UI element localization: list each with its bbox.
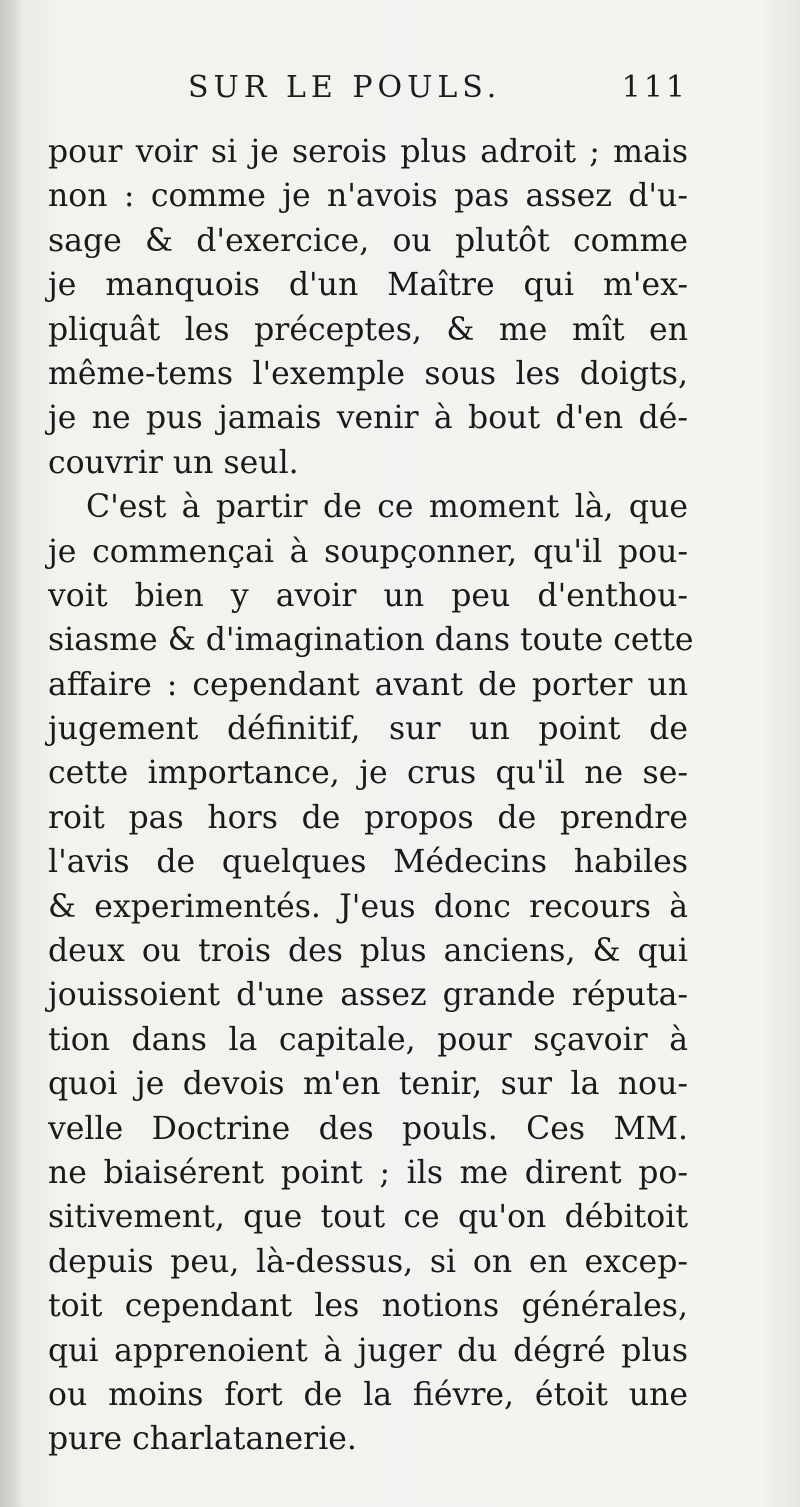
- text-line: affaire : cependant avant de porter un: [48, 666, 688, 703]
- text-line: ou moins fort de la fiévre, étoit une: [48, 1376, 688, 1413]
- page-number: 111: [621, 70, 688, 105]
- text-line: je commençai à soupçonner, qu'il pou-: [48, 533, 688, 570]
- text-line: couvrir un seul.: [48, 444, 299, 481]
- text-line: jouissoient d'une assez grande réputa-: [48, 977, 688, 1014]
- text-line: qui apprenoient à juger du dégré plus: [48, 1332, 688, 1369]
- text-line: cette importance, je crus qu'il ne se-: [48, 755, 688, 792]
- text-line: ne biaisérent point ; ils me dirent po-: [48, 1154, 688, 1191]
- text-line: pure charlatanerie.: [48, 1421, 357, 1458]
- body-text: [48, 130, 694, 1462]
- text-line: l'avis de quelques Médecins habiles: [48, 844, 688, 881]
- text-line: C'est à partir de ce moment là, que: [86, 489, 688, 526]
- running-head: SUR LE POULS.: [188, 70, 502, 105]
- text-line: jugement définitif, sur un point de: [48, 711, 688, 748]
- text-line: je manquois d'un Maître qui m'ex-: [48, 267, 688, 304]
- spine-shadow: [0, 0, 22, 1507]
- page-header: [48, 70, 688, 120]
- text-line: sage & d'exercice, ou plutôt comme: [48, 222, 688, 259]
- text-line: & experimentés. J'eus donc recours à: [48, 888, 688, 925]
- text-line: deux ou trois des plus anciens, & qui: [48, 933, 688, 970]
- text-line: voit bien y avoir un peu d'enthou-: [48, 577, 688, 614]
- text-line: siasme & d'imagination dans toute cette: [48, 622, 694, 659]
- text-line: je ne pus jamais venir à bout d'en dé-: [48, 400, 688, 437]
- text-line: sitivement, que tout ce qu'on débitoit: [48, 1199, 688, 1236]
- text-line: toit cependant les notions générales,: [48, 1288, 688, 1325]
- text-line: même-tems l'exemple sous les doigts,: [48, 355, 688, 392]
- text-line: non : comme je n'avois pas assez d'u-: [48, 178, 688, 215]
- text-line: tion dans la capitale, pour sçavoir à: [48, 1021, 688, 1058]
- text-line: pour voir si je serois plus adroit ; mais: [48, 134, 688, 170]
- text-line: depuis peu, là-dessus, si on en excep-: [48, 1243, 688, 1280]
- text-line: roit pas hors de propos de prendre: [48, 799, 688, 836]
- text-line: quoi je devois m'en tenir, sur la nou-: [48, 1066, 688, 1103]
- text-line: pliquât les préceptes, & me mît en: [48, 311, 688, 348]
- text-line: velle Doctrine des pouls. Ces MM.: [48, 1110, 688, 1147]
